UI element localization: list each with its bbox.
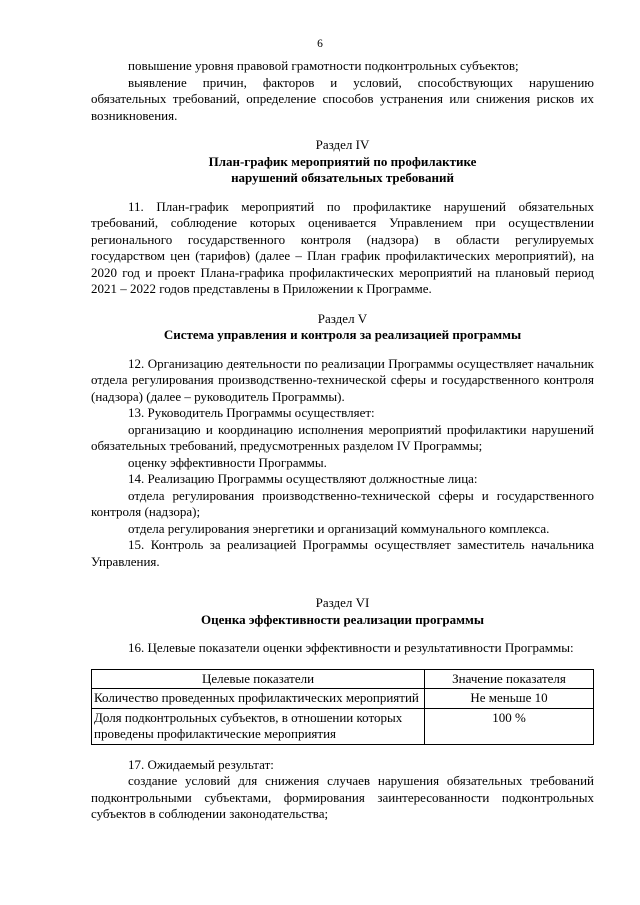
table-cell: Не меньше 10 bbox=[425, 689, 594, 709]
paragraph-13-item-2: оценку эффективности Программы. bbox=[128, 454, 327, 470]
paragraph-14: 14. Реализацию Программы осуществляют должностные лица: bbox=[128, 471, 478, 486]
table-row bbox=[92, 689, 594, 709]
paragraph-14-item-2: отдела регулирования энергетики и организаций коммунального комплекса. bbox=[128, 520, 550, 536]
paragraph-11: 11. План-график мероприятий по профилактике нарушений обязательных требований, соблюдение которых оценивается Управлением при осуществлении регионального государственного контроля (надзора) в области регулируемых государством цен (тарифов) (далее – План график профилактических мероприятий), на 2020 год и проект Плана-графика профилактических мероприятий на плановый период 2021 – 2022 годов представлены в Приложении к Программе. bbox=[91, 198, 594, 296]
section-5-title: Система управления и контроля за реализацией программы bbox=[163, 327, 522, 342]
table-cell: Доля подконтрольных субъектов, в отношении которых проведены профилактические мероприятия bbox=[92, 708, 425, 744]
paragraph-16: 16. Целевые показатели оценки эффективности и результативности Программы: bbox=[128, 640, 574, 655]
page-number: 6 bbox=[317, 38, 323, 50]
paragraph-15: 15. Контроль за реализацией Программы осуществляет заместитель начальника Управления. bbox=[91, 537, 594, 569]
table-cell: 100 % bbox=[425, 708, 594, 744]
intro-item-2: выявление причин, факторов и условий, способствующих нарушению обязательных требований, определение способов устранения или снижения рисков их возникновения. bbox=[91, 74, 594, 123]
paragraph-17: 17. Ожидаемый результат: bbox=[128, 756, 274, 772]
table-header-cell: Целевые показатели bbox=[92, 669, 425, 689]
table-header-row bbox=[92, 669, 594, 689]
paragraph-13-item-1: организацию и координацию исполнения мероприятий профилактики нарушений обязательных требований, предусмотренных разделом IV Программы; bbox=[91, 421, 594, 453]
table-row bbox=[92, 708, 594, 744]
section-6-number: Раздел VI bbox=[315, 595, 370, 610]
paragraph-17-item-1: создание условий для снижения случаев нарушения обязательных требований подконтрольными субъектами, формирования заинтересованности подконтрольных субъектов в соблюдении законодательства; bbox=[91, 773, 594, 821]
table-header-cell: Значение показателя bbox=[425, 669, 594, 689]
section-5-number: Раздел V bbox=[317, 310, 368, 326]
paragraph-14-item-1: отдела регулирования производственно-технической сферы и государственного контроля (надзора); bbox=[91, 487, 594, 519]
table-cell: Количество проведенных профилактических мероприятий bbox=[92, 689, 425, 709]
section-4-title-line-2: нарушений обязательных требований bbox=[231, 170, 454, 185]
document-body bbox=[91, 58, 594, 823]
paragraph-13: 13. Руководитель Программы осуществляет: bbox=[128, 405, 375, 420]
section-4-number: Раздел IV bbox=[315, 137, 370, 152]
paragraph-12: 12. Организацию деятельности по реализации Программы осуществляет начальник отдела регулирования производственно-технической сферы и государственного контроля (надзора) (далее – руководитель Программы). bbox=[91, 355, 594, 404]
section-4-title-line-1: План-график мероприятий по профилактике bbox=[208, 153, 477, 169]
intro-item-1: повышение уровня правовой грамотности подконтрольных субъектов; bbox=[128, 58, 519, 73]
section-6-title: Оценка эффективности реализации программы bbox=[200, 611, 485, 627]
indicators-table bbox=[91, 669, 594, 745]
